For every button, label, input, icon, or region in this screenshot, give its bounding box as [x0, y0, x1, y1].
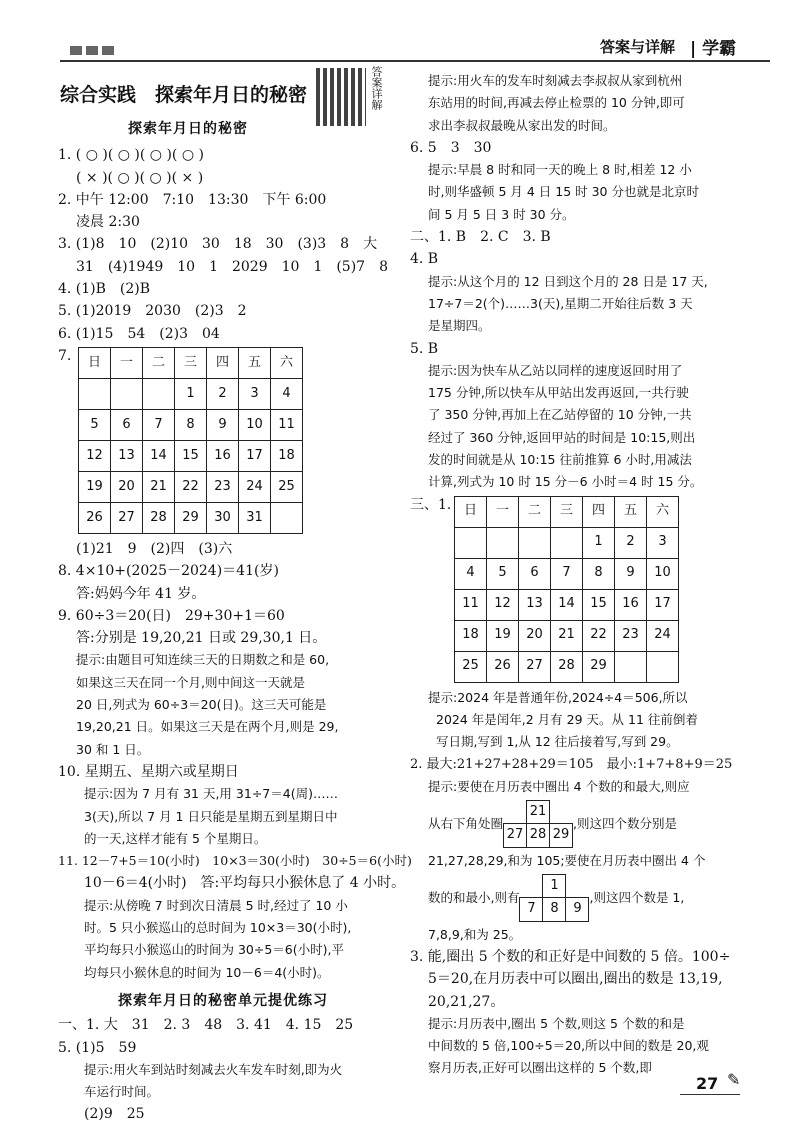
calendar-day-cell: 24	[239, 471, 271, 502]
calendar-header-cell: 一	[111, 347, 143, 378]
hint-line: 了 350 分钟,再加上在乙站停留的 10 分钟,一共	[428, 407, 692, 423]
hint-line: 是星期四。	[428, 318, 491, 334]
left-column	[58, 80, 412, 1126]
calendar-day-cell: 31	[239, 502, 271, 533]
answer-line: 31 (4)1949 10 1 2029 10 1 (5)7 8	[76, 258, 388, 275]
hint-line: 17÷7＝2(个)……3(天),星期二开始往后数 3 天	[428, 295, 693, 311]
hint-line: 提示:用火车的发车时刻减去李叔叔从家到杭州	[428, 73, 683, 88]
min-sum-figure-line	[410, 874, 770, 922]
answer-line: 凌晨 2:30	[76, 214, 140, 231]
calendar-day-cell: 17	[647, 589, 679, 620]
answer-line: ( × )( ○ )( ○ )( × )	[76, 169, 204, 186]
hint-line: 19,20,21 日。如果这三天是在两个月,则是 29,	[76, 719, 339, 735]
calendar-day-cell: 9	[615, 558, 647, 589]
hint-line: 东站用的时间,再减去停止检票的 10 分钟,即可	[428, 95, 685, 111]
calendar-day-cell	[111, 378, 143, 409]
calendar-day-cell: 27	[519, 651, 551, 682]
hint-line: 提示:用火车到站时刻减去火车发车时刻,即为火	[84, 1061, 343, 1077]
hint-line: 提示:从傍晚 7 时到次日清晨 5 时,经过了 10 小	[84, 897, 348, 913]
question-7	[58, 345, 398, 538]
calendar-day-cell: 6	[519, 558, 551, 589]
calendar-day-cell: 20	[519, 620, 551, 651]
grid-cell: 8	[543, 898, 566, 921]
grid-cell: 7	[520, 898, 543, 921]
hint-line: 提示:要使在月历表中圈出 4 个数的和最大,则应	[428, 778, 690, 794]
calendar-day-cell: 22	[175, 471, 207, 502]
calendar-day-cell: 3	[239, 378, 271, 409]
hint-text: ,则这四个数分别是	[573, 815, 677, 831]
max-sum-grid	[503, 800, 573, 848]
hint-line: 如果这三天在同一个月,则中间这一天就是	[76, 674, 305, 690]
calendar-day-cell: 15	[583, 589, 615, 620]
hint-line: 时,则华盛顿 5 月 4 日 15 时 30 分也就是北京时	[428, 184, 699, 200]
answer-line: (2)9 25	[84, 1106, 145, 1123]
calendar-day-cell: 26	[487, 651, 519, 682]
calendar-day-cell: 19	[79, 471, 111, 502]
calendar-day-cell: 21	[551, 620, 583, 651]
calendar-day-cell: 13	[519, 589, 551, 620]
grid-cell: 1	[543, 875, 566, 898]
answer-line: 5. (1)5 59	[58, 1039, 137, 1056]
question-7-label: 7.	[58, 347, 72, 364]
hint-line: 的一天,这样才能有 5 个星期日。	[84, 830, 267, 846]
hint-line: 提示:2024 年是普通年份,2024÷4＝506,所以	[428, 689, 688, 705]
hint-line: 提示:因为 7 月有 31 天,用 31÷7＝4(周)……	[84, 786, 338, 802]
calendar-table-1	[78, 347, 303, 534]
answer-line: 1. ( ○ )( ○ )( ○ )( ○ )	[58, 147, 204, 164]
calendar-day-cell: 7	[143, 409, 175, 440]
hint-text: 数的和最小,则有	[428, 889, 520, 905]
calendar-day-cell: 5	[79, 409, 111, 440]
calendar-day-cell: 2	[207, 378, 239, 409]
calendar-day-cell: 4	[271, 378, 303, 409]
hint-line: 时。5 只小猴巡山的总时间为 10×3＝30(小时),	[84, 920, 352, 936]
calendar-day-cell: 28	[143, 502, 175, 533]
calendar-day-cell: 11	[271, 409, 303, 440]
hint-line: 计算,列式为 10 时 15 分－6 小时＝4 时 15 分。	[428, 474, 703, 490]
calendar-day-cell: 25	[271, 471, 303, 502]
header-brand: | 学霸	[690, 39, 737, 59]
calendar-day-cell: 22	[583, 620, 615, 651]
header-rule	[60, 60, 770, 62]
hint-line: 间 5 月 5 日 3 时 30 分。	[428, 206, 575, 222]
calendar-header-cell: 四	[583, 496, 615, 527]
hint-line: 提示:从这个月的 12 日到这个月的 28 日是 17 天,	[428, 273, 708, 289]
calendar-header-cell: 三	[175, 347, 207, 378]
calendar-day-cell: 18	[271, 440, 303, 471]
min-sum-grid	[519, 874, 589, 922]
hint-line: 车运行时间。	[84, 1084, 160, 1100]
hint-line: 平均每只小猴巡山的时间为 30÷5＝6(小时),平	[84, 942, 344, 958]
calendar-day-cell: 1	[175, 378, 207, 409]
hint-line: 175 分钟,所以快车从甲站出发再返回,一共行驶	[428, 385, 689, 401]
answer-line: 5＝20,在月历表中可以圈出,圈出的数是 13,19,	[428, 971, 723, 988]
calendar-header-cell: 日	[79, 347, 111, 378]
page-number: 27	[696, 1074, 719, 1093]
calendar-day-cell: 16	[207, 440, 239, 471]
calendar-day-cell	[487, 527, 519, 558]
calendar-day-cell	[455, 527, 487, 558]
calendar-day-cell	[79, 378, 111, 409]
qr-label: 答案详解	[370, 66, 383, 110]
pencil-icon: ✎	[727, 1070, 741, 1089]
calendar-day-cell: 2	[615, 527, 647, 558]
calendar-table-2	[454, 496, 679, 683]
calendar-day-cell: 25	[455, 651, 487, 682]
calendar-day-cell: 17	[239, 440, 271, 471]
calendar-day-cell: 8	[175, 409, 207, 440]
max-sum-figure-line	[410, 800, 770, 848]
calendar-day-cell: 21	[143, 471, 175, 502]
grid-cell: 9	[566, 898, 589, 921]
calendar-header-cell: 一	[487, 496, 519, 527]
answer-line: 2. 中午 12:00 7:10 13:30 下午 6:00	[58, 191, 327, 208]
calendar-day-cell: 16	[615, 589, 647, 620]
answer-line: 3. (1)8 10 (2)10 30 18 30 (3)3 8 大	[58, 236, 378, 253]
calendar-day-cell: 5	[487, 558, 519, 589]
answer-line: 2. 最大:21+27+28+29＝105 最小:1+7+8+9＝25	[410, 756, 733, 772]
calendar-day-cell: 11	[455, 589, 487, 620]
calendar-day-cell: 10	[647, 558, 679, 589]
section-heading-2: 探索年月日的秘密单元提优练习	[118, 992, 328, 1009]
answer-line: 9. 60÷3＝20(日) 29+30+1＝60	[58, 607, 285, 624]
answer-line: 6. 5 3 30	[410, 139, 492, 156]
answer-line: 20,21,27。	[428, 993, 505, 1010]
hint-line: 21,27,28,29,和为 105;要使在月历表中圈出 4 个	[428, 852, 706, 868]
calendar-header-cell: 四	[207, 347, 239, 378]
grid-cell: 27	[504, 824, 527, 847]
hint-line: 20 日,列式为 60÷3＝20(日)。这三天可能是	[76, 697, 327, 713]
calendar-day-cell: 10	[239, 409, 271, 440]
hint-line: 写日期,写到 1,从 12 往后接着写,写到 29。	[436, 734, 679, 750]
calendar-day-cell: 24	[647, 620, 679, 651]
answer-line: 3. 能,圈出 5 个数的和正好是中间数的 5 倍。100÷	[410, 948, 731, 965]
answer-line: 5. (1)2019 2030 (2)3 2	[58, 303, 247, 320]
hint-line: 提示:早晨 8 时和同一天的晚上 8 时,相差 12 小	[428, 162, 692, 178]
answer-line: 5. B	[410, 340, 439, 357]
hint-line: 察月历表,正好可以圈出这样的 5 个数,即	[428, 1060, 652, 1076]
grid-cell: 28	[527, 824, 550, 847]
calendar-day-cell	[647, 651, 679, 682]
calendar-day-cell: 8	[583, 558, 615, 589]
header-decoration	[70, 46, 114, 55]
calendar-day-cell: 27	[111, 502, 143, 533]
grid-cell: 29	[550, 824, 573, 847]
hint-text: ,则这四个数是 1,	[589, 889, 685, 905]
header-section-title: 答案与详解	[600, 38, 676, 56]
calendar-day-cell: 7	[551, 558, 583, 589]
calendar-day-cell: 14	[143, 440, 175, 471]
hint-line: 7,8,9,和为 25。	[428, 926, 522, 942]
calendar-header-cell: 二	[143, 347, 175, 378]
section-3-label: 三、1.	[410, 496, 452, 513]
calendar-day-cell: 6	[111, 409, 143, 440]
calendar-day-cell: 29	[583, 651, 615, 682]
hint-line: 30 和 1 日。	[76, 741, 150, 757]
calendar-day-cell: 14	[551, 589, 583, 620]
qr-code-icon[interactable]	[316, 68, 366, 126]
calendar-day-cell	[615, 651, 647, 682]
calendar-day-cell: 29	[175, 502, 207, 533]
answer-line: 6. (1)15 54 (2)3 04	[58, 325, 220, 342]
section-3-question-1	[410, 494, 770, 687]
calendar-day-cell	[551, 527, 583, 558]
answer-line: 4. B	[410, 251, 439, 268]
calendar-day-cell: 18	[455, 620, 487, 651]
hint-line: 提示:月历表中,圈出 5 个数,则这 5 个数的和是	[428, 1015, 685, 1031]
calendar-day-cell	[271, 502, 303, 533]
answer-line: 8. 4×10+(2025－2024)＝41(岁)	[58, 563, 279, 580]
hint-line: 中间数的 5 倍,100÷5＝20,所以中间的数是 20,观	[428, 1038, 709, 1054]
calendar-day-cell: 30	[207, 502, 239, 533]
calendar-day-cell: 15	[175, 440, 207, 471]
answer-line: 答:妈妈今年 41 岁。	[76, 585, 206, 602]
calendar-header-cell: 六	[271, 347, 303, 378]
calendar-day-cell: 20	[111, 471, 143, 502]
answer-line: 二、1. B 2. C 3. B	[410, 229, 551, 246]
calendar-day-cell: 1	[583, 527, 615, 558]
hint-line: 2024 年是闰年,2 月有 29 天。从 11 往前倒着	[436, 711, 698, 727]
calendar-header-cell: 日	[455, 496, 487, 527]
section-heading-1: 探索年月日的秘密	[128, 121, 248, 137]
answer-line: 10－6＝4(小时) 答:平均每只小猴休息了 4 小时。	[84, 875, 406, 892]
right-column	[410, 70, 770, 1080]
calendar-day-cell: 12	[79, 440, 111, 471]
calendar-header-cell: 六	[647, 496, 679, 527]
calendar-header-cell: 五	[239, 347, 271, 378]
hint-text: 从右下角处圈	[428, 815, 504, 831]
answer-line: 4. (1)B (2)B	[58, 281, 151, 298]
answer-line: 答:分别是 19,20,21 日或 29,30,1 日。	[76, 630, 327, 647]
calendar-header-cell: 二	[519, 496, 551, 527]
answer-line: 一、1. 大 31 2. 3 48 3. 41 4. 15 25	[58, 1017, 354, 1034]
calendar-day-cell: 13	[111, 440, 143, 471]
calendar-day-cell: 3	[647, 527, 679, 558]
calendar-day-cell: 23	[207, 471, 239, 502]
answer-line: (1)21 9 (2)四 (3)六	[76, 540, 233, 557]
page-number-rule	[680, 1094, 740, 1095]
hint-line: 发的时间就是从 10:15 往前推算 6 小时,用减法	[428, 452, 692, 468]
hint-line: 提示:因为快车从乙站以同样的速度返回时用了	[428, 362, 683, 378]
calendar-day-cell: 12	[487, 589, 519, 620]
calendar-day-cell	[143, 378, 175, 409]
calendar-day-cell: 23	[615, 620, 647, 651]
calendar-day-cell: 19	[487, 620, 519, 651]
page-title: 综合实践 探索年月日的秘密	[60, 84, 308, 106]
hint-line: 求出李叔叔最晚从家出发的时间。	[428, 117, 616, 133]
grid-cell: 21	[527, 801, 550, 824]
calendar-day-cell: 26	[79, 502, 111, 533]
hint-line: 均每只小猴休息的时间为 10－6＝4(小时)。	[84, 964, 330, 980]
calendar-day-cell: 28	[551, 651, 583, 682]
hint-line: 3(天),所以 7 月 1 日只能是星期五到星期日中	[84, 808, 338, 824]
answer-line: 11. 12－7+5＝10(小时) 10×3＝30(小时) 30÷5＝6(小时)	[58, 853, 412, 869]
calendar-day-cell	[519, 527, 551, 558]
calendar-header-cell: 五	[615, 496, 647, 527]
answer-line: 10. 星期五、星期六或星期日	[58, 763, 239, 780]
hint-line: 经过了 360 分钟,返回甲站的时间是 10:15,则出	[428, 429, 696, 445]
calendar-day-cell: 9	[207, 409, 239, 440]
calendar-day-cell: 4	[455, 558, 487, 589]
calendar-header-cell: 三	[551, 496, 583, 527]
hint-line: 提示:由题目可知连续三天的日期数之和是 60,	[76, 652, 330, 668]
